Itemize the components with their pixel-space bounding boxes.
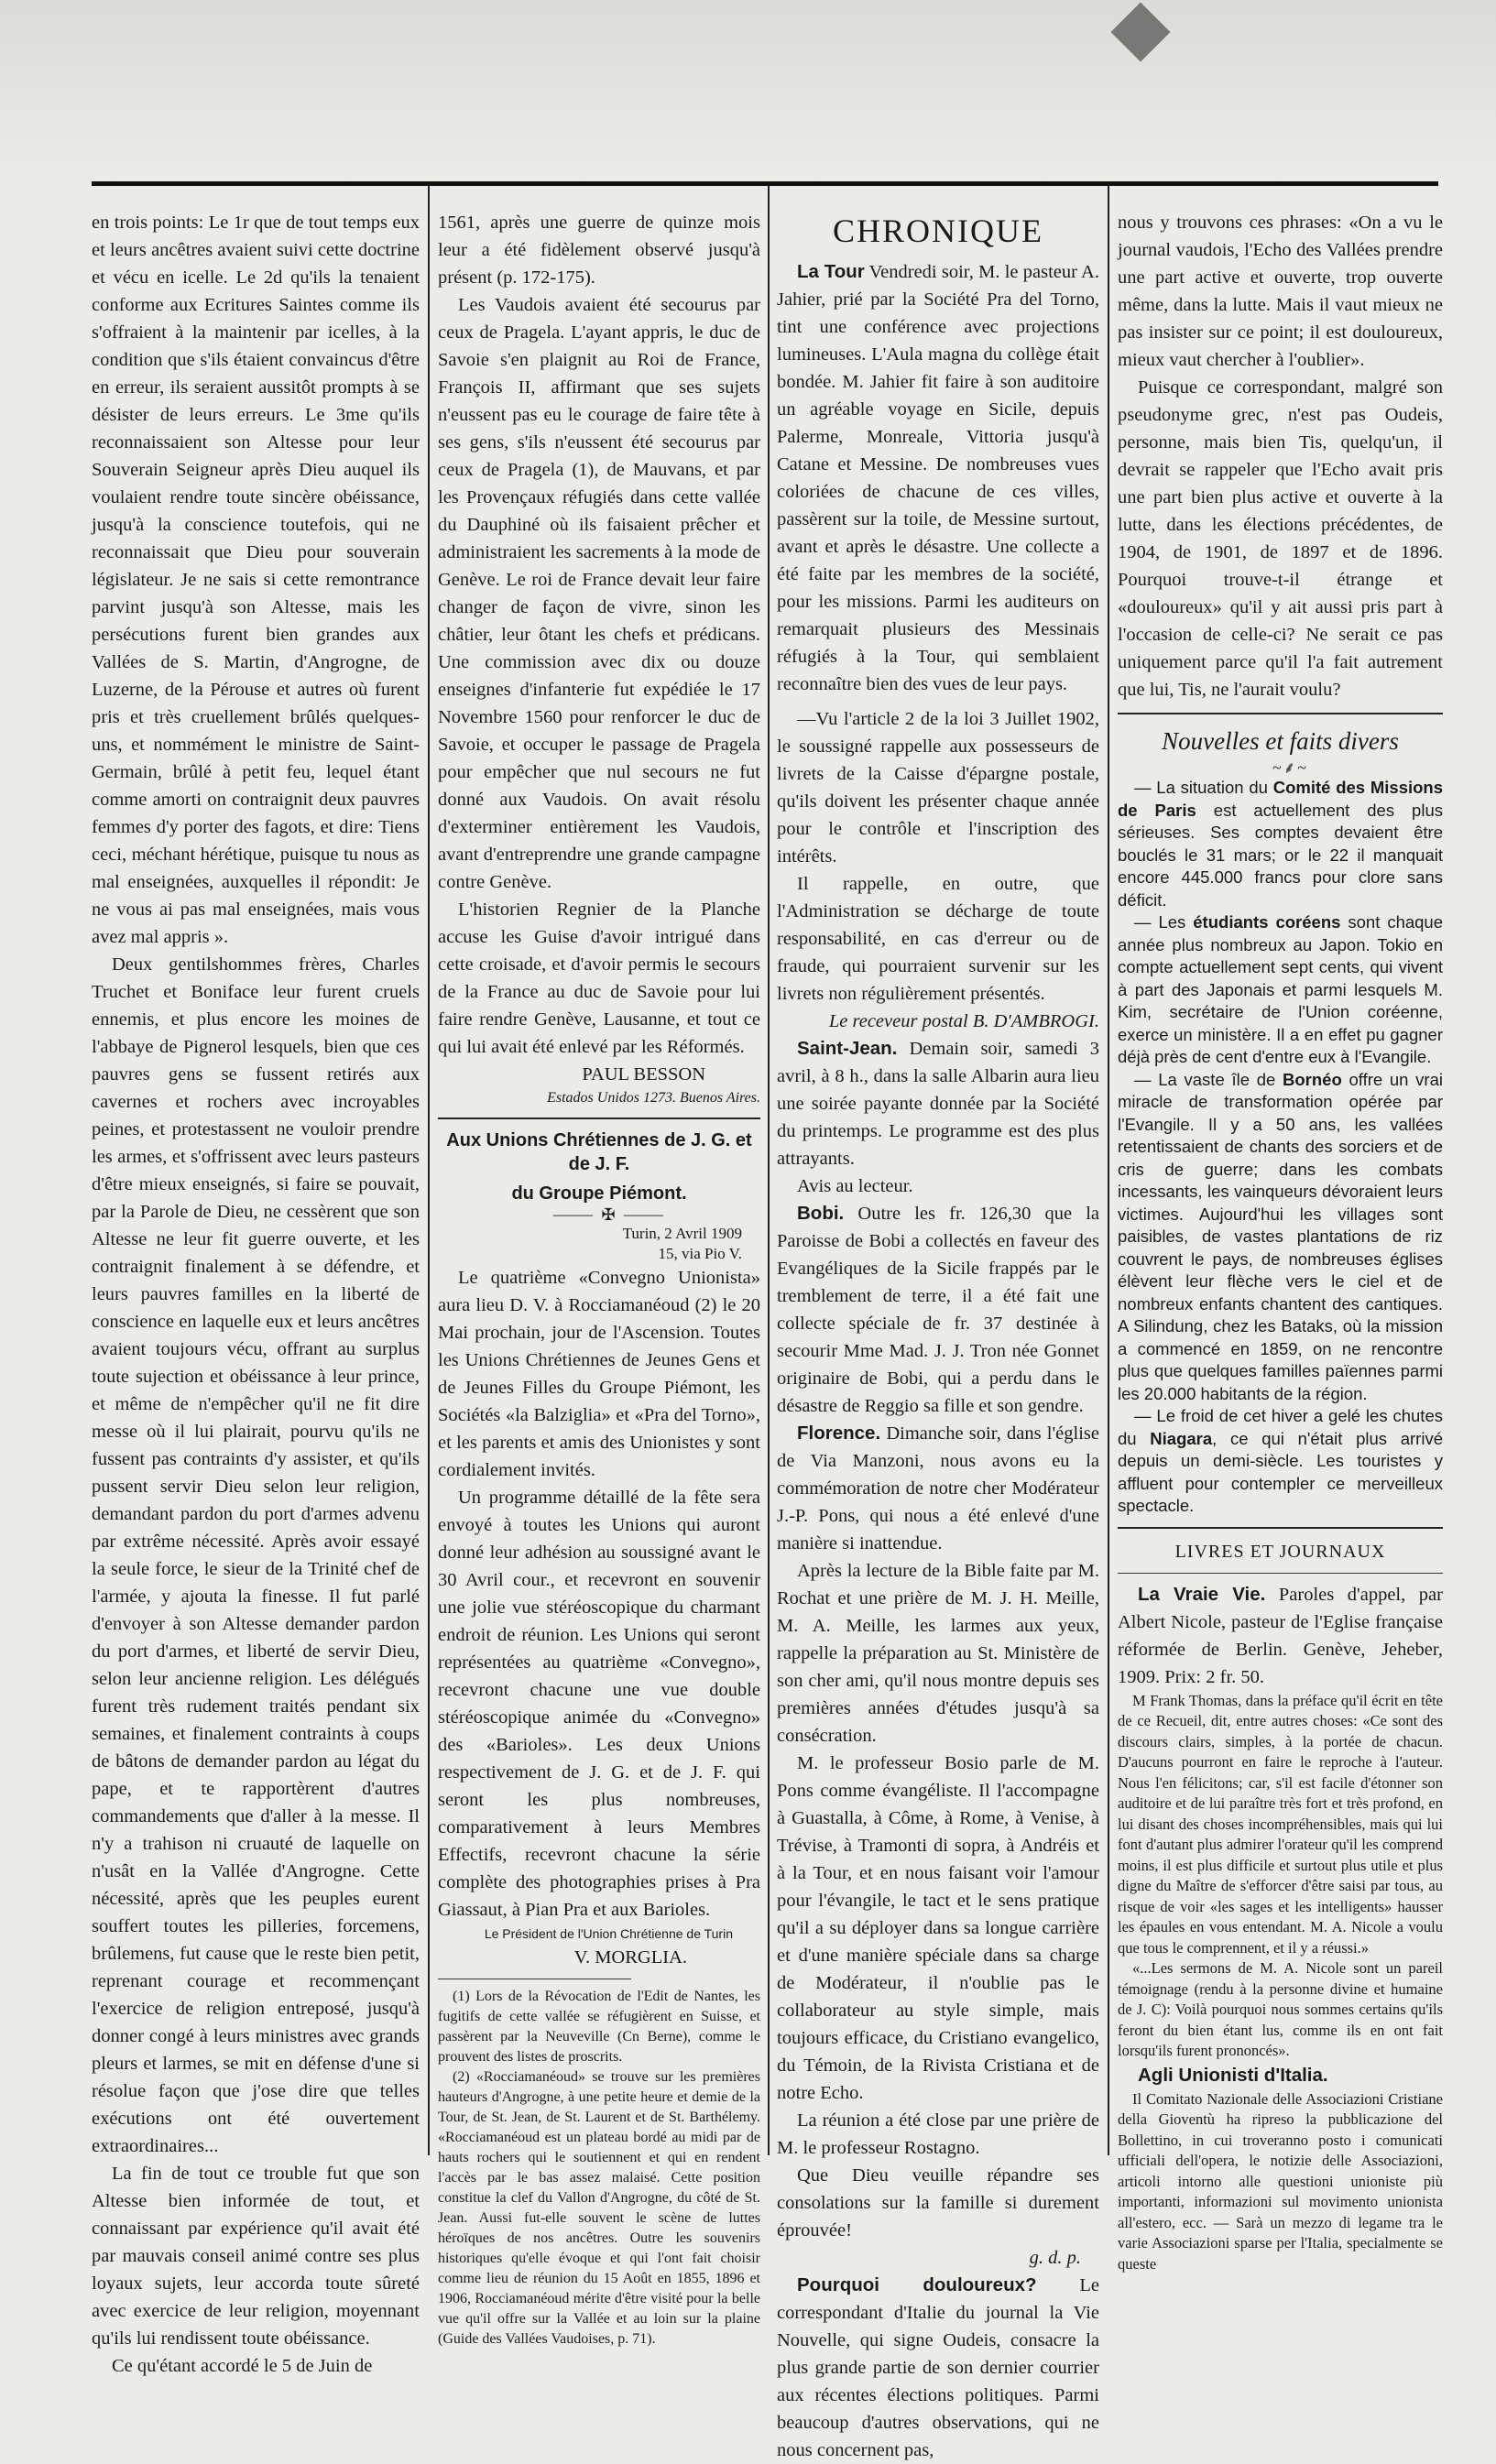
- news-item: — La situation du Comité des Missions de Paris est actuellement des plus sérieuses. Ses comptes devaient être bouclés le 31 mars; or le 22 il manquait encore 445.000 francs pour clore sans déficit.: [1118, 778, 1444, 910]
- section-heading-chronique: CHRONIQUE: [833, 213, 1043, 249]
- section-divider: [1118, 1527, 1443, 1529]
- signature: Le receveur postal B. D'AMBROGI.: [828, 1011, 1099, 1031]
- paragraph: 1561, après une guerre de quinze mois leur a été fidèlement observé jusqu'à présent (p. 172-175).: [438, 213, 760, 288]
- column-rule-1: [428, 186, 430, 2155]
- column-2: [438, 209, 760, 2350]
- paragraph: —Vu l'article 2 de la loi 3 Juillet 1902, le soussigné rappelle aux possesseurs de livrets de la Caisse d'épargne postale, qu'ils doivent les présenter chaque année pour le contrôle et l'inscription des intérêts.: [777, 709, 1099, 867]
- column-3: [777, 209, 1099, 2464]
- paragraph: Il Comitato Nazionale delle Associazioni Cristiane della Gioventù ha ripreso la pubblicazione del Bollettino, in cui troveranno posto i comunicati ufficiali dell'opera, le notizie delle Associazioni, articoli intorno alle questioni unioniste più importanti, informazioni sul movimento unionista all'estero, ecc. — Sarà un mezzo di legame tra le varie Associazioni sparse per l'Italia, specialmente se queste: [1118, 2089, 1443, 2273]
- paragraph: nous y trouvons ces phrases: «On a vu le journal vaudois, l'Echo des Vallées prendre une part active et ouverte, trop ouverte même, dans la lutte. Mais il vaut mieux ne pas insister sur ce point; il est douloureux, mieux vaut chercher à l'oublier».: [1118, 213, 1443, 370]
- paragraph: en trois points: Le 1r que de tout temps eux et leurs ancêtres avaient suivi cette doctrine et vécu en icelle. Le 2d qu'ils la tenaient conforme aux Ecritures Saintes comme ils s'offraient à la maintenir par icelles, à la condition que s'ils étaient convaincus d'être en erreur, ils seraient aussitôt prompts à se désister de leurs erreurs. Le 3me qu'ils reconnaissaient son Altesse pour leur Souverain Seigneur après Dieu auquel ils voulaient rendre toute sincère obéissance, jusqu'à la conscience toutefois, qui ne reconnaissait que Dieu pour souverain législateur. Je ne sais si cette remontrance parvint jusqu'à son Altesse, mais les persécutions furent bien grandes aux Vallées de S. Martin, d'Angrogne, de Luzerne, de la Pérouse et autres où furent pris et très cruellement brûlés quelques-uns, et nommément le ministre de Saint-Germain, brûlé à petit feu, lequel étant comme amorti on contraignit deux pauvres femmes d'y porter des fagots, et dire: Tiens ceci, méchant hérétique, puisque tu nous as mal enseignées, auxquelles il répondit: Je ne vous ai pas mal enseignées, mais vous avez mal appris ».: [92, 213, 420, 947]
- news-item: — La vaste île de Bornéo offre un vrai miracle de transformation opérée par l'Evangile. Il y a 50 ans, les vallées retentissaient de chants des sorciers et de cris de guerre; dans les combats incessants, les vainqueurs dévoraient leurs victimes. Aujourd'hui les villages sont paisibles, de vastes plantations de riz couvrent le pays, de nombreuses églises élèvent leur flèche vers le ciel et de nombreux enfants chantent des cantiques. A Silindung, chez les Bataks, où la mission a commencé en 1859, on ne rencontre plus que quelques familles païennes parmi les 20.000 habitants de la région.: [1118, 1069, 1443, 1403]
- column-rule-3: [1108, 186, 1109, 2155]
- paragraph: Le quatrième «Convegno Unionista» aura lieu D. V. à Rocciamanéoud (2) le 20 Mai prochain, jour de l'Ascension. Toutes les Unions Chrétiennes de Jeunes Gens et de Jeunes Filles du Groupe Piémont, les Sociétés «la Balziglia» et «Pra del Torno», et les parents et amis des Unionistes y sont cordialement invités.: [438, 1268, 760, 1480]
- review-body: [1118, 1691, 1443, 2062]
- signature-name: V. MORGLIA.: [573, 1947, 687, 1968]
- paragraph: Un programme détaillé de la fête sera envoyé à toutes les Unions qui auront donné leur adhésion au soussigné avant le 30 Avril cour., et recevront en souvenir une jolie vue stéréoscopique du charmant endroit de réunion. Les Unions qui seront représentées au quatrième «Convegno», recevront chacune une vue double stéréoscopique animée du «Convegno» des «Barioles». Les deux Unions respectivement de J. G. et de J. F. qui seront les plus nombreuses, comparativement à leurs Membres Effectifs, recevront chacune la série complète des photographies prises à Pra Giassaut, à Pian Pra et aux Barioles.: [438, 1488, 760, 1920]
- author-address: Estados Unidos 1273. Buenos Aires.: [547, 1090, 760, 1106]
- page-top-margin: [0, 0, 1496, 183]
- paragraph: Après la lecture de la Bible faite par M. Rochat et une prière de M. J. H. Meille, M. A. Meille, les larmes aux yeux, rappelle la préparation au St. Ministère de son cher ami, qu'il nous montre depuis ses premières années d'études jusqu'à sa consécration.: [777, 1561, 1099, 1746]
- news-item-bobi: Bobi. Outre les fr. 126,30 que la Paroisse de Bobi a collectés en faveur des Evangéliques de la Sicile frappés par le tremblement de terre, il a été fait une collecte spéciale de fr. 37 destinée à secourir Mme Mad. J. J. Tron née Gonnet originaire de Bobi, qui a perdu dans le désastre de Reggio sa fille et son gendre.: [777, 1203, 1099, 1416]
- paragraph: Les Vaudois avaient été secourus par ceux de Pragela. L'ayant appris, le duc de Savoie s'en plaignit au Roi de France, François II, affirmant que ses sujets n'eussent pas eu le courage de faire tête à ses gens, s'ils n'eussent été secourus par ceux de Pragela (1), de Mauvans, et par les Provençaux réfugiés dans cette vallée du Dauphiné où ils faisaient prêcher et administraient les sacrements à la mode de Genève. Le roi de France devait leur faire changer de façon de vivre, sinon les châtier, leur ôtant les chefs et prédicans. Une commission avec dix ou douze enseignes d'infanterie fut expédiée le 17 Novembre 1560 pour renforcer le duc de Savoie, et occuper le passage de Pragela pour empêcher que nul secours ne fut donné aux Vaudois. On avait résolu d'exterminer entièrement les Vaudois, avant d'entreprendre une grande campagne contre Genève.: [438, 295, 760, 892]
- paragraph: M. le professeur Bosio parle de M. Pons comme évangéliste. Il l'accompagne à Guastalla, à Côme, à Rome, à Venise, à Trévise, à Tramonti di sopra, à Andréis et à la Tour, et en nous faisant voir l'amour pour l'évangile, le tact et le sens pratique qu'il a su déployer dans sa longue carrière et d'une manière spéciale dans sa charge de Modérateur, il n'oublie pas le collaborateur au style simple, mais toujours efficace, du Cristiano evangelico, du Témoin, de la Rivista Cristiana et de notre Echo.: [777, 1753, 1099, 2103]
- section-divider: [438, 1118, 760, 1119]
- news-item-pourquoi: Pourquoi douloureux? Le correspondant d'Italie du journal la Vie Nouvelle, qui signe Oudeis, consacre la plus grande partie de son dernier courrier aux récentes élections politiques. Parmi beaucoup d'autres observations, qui ne nous concernent pas,: [777, 2274, 1099, 2460]
- article-author: PAUL BESSON: [582, 1064, 705, 1085]
- paragraph: Il rappelle, en outre, que l'Administration se décharge de toute responsabilité, en cas d'erreur ou de fraude, qui pourraient survenir sur les livrets non régulièrement présentés.: [777, 874, 1099, 1004]
- column-1: [92, 209, 420, 2380]
- paragraph: M Frank Thomas, dans la préface qu'il écrit en tête de ce Recueil, dit, entre autres choses: «Ce sont des discours clairs, simples, à la portée de chacun. D'aucuns pourront en faire le reproche à l'auteur. Nous l'en félicitons; car, s'il est facile d'étonner son auditoire et de lui paraître très fort et très profond, en lui disant des choses incompréhensibles, mais qui lui font d'autant plus admirer l'orateur qu'il les comprend moins, il est plus difficile et surtout plus utile et plus digne du Maître de s'efforcer d'être saisi par tous, au risque de voir «les sages et les intelligents» hausser les épaules en vous entendant. M. A. Nicole a voulu que tous le comprennent, et il y a réussi.»: [1118, 1691, 1443, 1957]
- signature-title: Le Président de l'Union Chrétienne de Turin: [484, 1926, 733, 1941]
- ornament-divider: ⸻ ✠ ⸻: [552, 1205, 666, 1224]
- news-item: — Le froid de cet hiver a gelé les chutes du Niagara, ce qui n'était plus arrivé depuis un demi-siècle. Les touristes y affluent pour contempler ce merveilleux spectacle.: [1118, 1406, 1443, 1515]
- signature: g. d. p.: [1029, 2248, 1081, 2268]
- footnote: (1) Lors de la Révocation de l'Edit de Nantes, les fugitifs de cette vallée se réfugièrent en Suisse, et passèrent par la Neuveville (Cn Berne), comme le prouvent des listes de proscrits.: [438, 1989, 760, 2065]
- header-rule: [92, 181, 1438, 186]
- paragraph: Que Dieu veuille répandre ses consolations sur la famille si durement éprouvée!: [777, 2165, 1099, 2240]
- article-subheadline: du Groupe Piémont.: [511, 1183, 687, 1204]
- paragraph: «...Les sermons de M. A. Nicole sont un pareil témoignage (rendu à la personne divine et humaine de J. C): Voilà pourquoi nous sommes certains qu'ils feront du bien étant lus, comme ils en ont fait lorsqu'ils furent prononcés».: [1118, 1959, 1443, 2059]
- article-headline: Agli Unionisti d'Italia.: [1138, 2064, 1328, 2086]
- section-divider: [1118, 1573, 1443, 1574]
- news-list: [1118, 777, 1443, 1518]
- paragraph: Puisque ce correspondant, malgré son pseudonyme grec, n'est pas Oudeis, personne, mais bien Tis, quelqu'un, il devrait se rappeler que l'Echo avait pris une part bien plus active et ouverte à la lutte, dans les élections précédentes, de 1904, de 1901, de 1897 et de 1896. Pourquoi trouve-t-il étrange et «douloureux» qu'il y ait aussi pris part à l'occasion de celle-ci? Ne serait ce pas uniquement parce qu'il l'a fait autrement que lui, Tis, ne l'aurait voulu?: [1118, 377, 1443, 700]
- article-headline: Aux Unions Chrétiennes de J. G. et de J. F.: [446, 1130, 752, 1174]
- news-item-saint-jean: Saint-Jean. Demain soir, samedi 3 avril, à 8 h., dans la salle Albarin aura lieu une soirée payante donnée par la Société du printemps. Le programme est des plus attrayants.: [777, 1038, 1100, 1169]
- news-item: — Les étudiants coréens sont chaque année plus nombreux au Japon. Tokio en compte actuellement sept cents, qui vivent à part des Japonais et parmi lesquels M. Kim, secrétaire de l'Union coréenne, exerce un ministère. Il a en effet pu gagner déjà près de cent d'entre eux à l'Evangile.: [1118, 912, 1444, 1066]
- section-divider: [1118, 713, 1443, 714]
- footnote: (2) «Rocciamanéoud» se trouve sur les premières hauteurs d'Angrogne, à une petite heure et demie de la Tour, de St. Jean, de St. Laurent et de St. Barthélemy. «Rocciamanéoud est un plateau bordé au midi par de hauts rochers qui le soutiennent et qui en rendent l'accès par le bas assez malaisé. Cette position constitue la clef du Vallon d'Angrogne, du côté de St. Jean. Aussi fut-elle souvent le scène de luttes héroïques de nos ancêtres. Outre les souvenirs historiques qu'elle évoque et qui l'ont fait choisir comme lieu de réunion du 15 Août en 1855, 1896 et 1906, Rocciamanéoud mérite d'être visité pour la belle vue qu'il offre sur la Vallée et au loin sur la plaine (Guide des Vallées Vaudoises, p. 71).: [438, 2069, 760, 2347]
- paragraph: L'historien Regnier de la Planche accuse les Guise d'avoir intrigué dans cette croisade, et d'avoir permis le secours de la France au duc de Savoie pour lui faire rendre Genève, Lausanne, et tout ce qui lui avait été enlevé par les Réformés.: [438, 899, 760, 1057]
- book-review: La Vraie Vie. Paroles d'appel, par Albert Nicole, pasteur de l'Eglise française réformée de Berlin. Genève, Jeheber, 1909. Prix: 2 fr. 50.: [1118, 1583, 1443, 1687]
- news-item-la-tour: La Tour Vendredi soir, M. le pasteur A. Jahier, prié par la Société Pra del Torno, tint une conférence avec projections lumineuses. L'Aula magna du collège était bondée. M. Jahier fit faire à son auditoire un agréable voyage en Sicile, depuis Palerme, Monreale, Vittoria jusqu'à Catane et Messine. De nombreuses vues coloriées de chacune de ces villes, passèrent sur la toile, de Messine surtout, avant et après le désastre. Une collecte a été faite par les membres de la société, pour les missions. Parmi les auditeurs on remarquait plusieurs des Messinais réfugiés à la Tour, qui semblaient reconnaître bien des vues de leur pays.: [777, 261, 1099, 694]
- column-4: [1118, 209, 1443, 2274]
- dateline-address: 15, via Pio V.: [658, 1245, 742, 1262]
- news-item-florence: Florence. Dimanche soir, dans l'église de Via Manzoni, nous avons eu la commémoration de notre cher Modérateur J.-P. Pons, qui nous a été enlevé d'une manière si inattendue.: [777, 1423, 1099, 1554]
- section-heading-nouvelles: Nouvelles et faits divers: [1162, 727, 1399, 755]
- paragraph: Avis au lecteur.: [797, 1176, 913, 1196]
- paragraph: Ce qu'étant accordé le 5 de Juin de: [112, 2356, 373, 2376]
- paragraph: La réunion a été close par une prière de M. le professeur Rostagno.: [777, 2110, 1099, 2158]
- ornament-divider: ~⸙~: [1272, 758, 1308, 777]
- column-rule-2: [768, 186, 770, 2155]
- paragraph: La fin de tout ce trouble fut que son Altesse bien informée de tout, et connaissant par expérience qu'il avait été par mauvais conseil animé contre ses plus loyaux sujets, leur accorda toute sûreté avec exercice de leur religion, moyennant qu'ils lui rendissent toute obéissance.: [92, 2164, 420, 2349]
- footnotes: [438, 1987, 760, 2350]
- dateline: Turin, 2 Avril 1909: [622, 1225, 742, 1242]
- paragraph: Deux gentilshommes frères, Charles Truchet et Boniface leur furent cruels ennemis, et plus encore les moines de l'abbaye de Pignerol lesquels, bien que ces pauvres gens se fussent retirés aux cavernes et rochers avec incroyables peines, et protestassent ne vouloir prendre les armes, et s'offrissent avec leurs pasteurs d'être mieux enseignés, si faire se pouvait, par la Parole de Dieu, ne cessèrent que son Altesse ne leur fit guerre ouverte, et les contraignit finalement à se défendre, et leurs pauvres familles en la liberté de conscience en laquelle eux et leurs ancêtres avaient toujours vécu, offrant au surplus toute sujection et obéissance à leur prince, et même de n'empêcher qu'il ne fit dire messe où il lui plairait, pourvu qu'ils ne fussent pas contraints d'y assister, et qu'ils pussent servir Dieu selon leur religion, demandant pardon du port d'armes advenu par extrême nécessité. Après avoir essayé la seule force, le sieur de la Trinité chef de l'armée, y ajouta la finesse. Il fut parlé d'envoyer à son Altesse demander pardon du port d'armes, et liberté de servir Dieu, selon leur ancienne religion. Les délégués furent très rudement traités pendant six semaines, et finalement contraints à coups de bâtons de demander pardon au légat du pape, et te rapportèrent d'autres commandements que d'aller à la messe. Il n'y a trahison ni cruauté de laquelle on n'usât en la Vallée d'Angrogne. Cette nécessité, après que les peuples eurent souffert toutes les pilleries, forcemens, brûlemens, fut cause que le reste bien petit, reprenant courage et recommençant l'exercice de religion entreposé, jusqu'à donner congé à leurs ministres avec grands pleurs et larmes, se mit en défense d'une si résolue façon que j'ose dire que telles exécutions ont été ouvertement extraordinaires...: [92, 954, 420, 2156]
- section-heading-livres: LIVRES ET JOURNAUX: [1174, 1541, 1386, 1562]
